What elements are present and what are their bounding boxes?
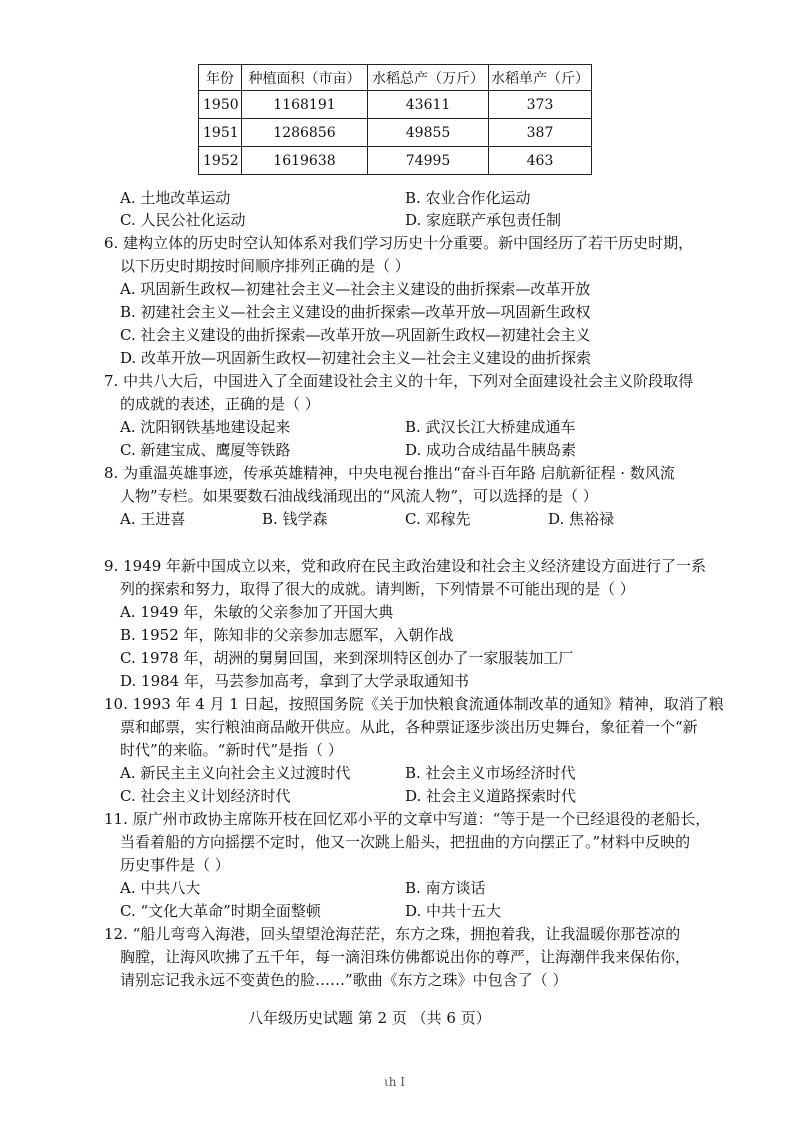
q8-option-a: A. 王进喜: [120, 510, 186, 528]
q11-option-a: A. 中共八大: [120, 879, 201, 897]
q5-option-a: A. 土地改革运动: [120, 189, 231, 207]
header-area: 种植面积（市亩）: [241, 65, 367, 91]
table-row: [199, 91, 592, 119]
q7-option-b: B. 武汉长江大桥建成通车: [405, 418, 576, 436]
table-cell: 1619638: [241, 147, 367, 175]
table-cell: 74995: [368, 147, 489, 175]
q11-stem-line1: 11. 原广州市政协主席陈开枝在回忆邓小平的文章中写道：“等于是一个已经退役的老船长，: [104, 810, 711, 828]
q6-option-c: C. 社会主义建设的曲折探索—改革开放—巩固新生政权—初建社会主义: [120, 326, 591, 344]
table-cell: 43611: [368, 91, 489, 119]
q9-option-d: D. 1984 年，马芸参加高考，拿到了大学录取通知书: [120, 672, 469, 690]
header-total: 水稻总产（万斤）: [368, 65, 489, 91]
q7-stem-line1: 7. 中共八大后，中国进入了全面建设社会主义的十年，下列对全面建设社会主义阶段取得: [104, 372, 694, 390]
q11-option-b: B. 南方谈话: [405, 879, 486, 897]
q7-option-a: A. 沈阳钢铁基地建设起来: [120, 418, 291, 436]
table-cell: 1950: [199, 91, 242, 119]
q9-stem-line1: 9. 1949 年新中国成立以来，党和政府在民主政治建设和社会主义经济建设方面进行了一系: [104, 557, 707, 575]
table-cell: 463: [489, 147, 592, 175]
q7-stem-line2: 的成就的表述，正确的是（ ）: [120, 395, 320, 413]
table-cell: 373: [489, 91, 592, 119]
table-header-row: [199, 65, 592, 91]
q8-option-b: B. 钱学森: [262, 510, 328, 528]
table-cell: 1952: [199, 147, 242, 175]
q6-option-a: A. 巩固新生政权—初建社会主义—社会主义建设的曲折探索—改革开放: [120, 280, 591, 298]
q6-stem-line2: 以下历史时期按时间顺序排列正确的是（ ）: [120, 257, 410, 275]
q10-stem-line2: 票和邮票，实行粮油商品敞开供应。从此，各种票证逐步淡出历史舞台，象征着一个“新: [120, 718, 698, 736]
q10-option-d: D. 社会主义道路探索时代: [405, 787, 577, 805]
table-cell: 1286856: [241, 119, 367, 147]
q6-option-d: D. 改革开放—巩固新生政权—初建社会主义—社会主义建设的曲折探索: [120, 349, 592, 367]
header-yield: 水稻单产（斤）: [489, 65, 592, 91]
q11-option-c: C. “文化大革命”时期全面整顿: [120, 902, 321, 920]
q10-option-c: C. 社会主义计划经济时代: [120, 787, 291, 805]
q9-option-a: A. 1949 年，朱敏的父亲参加了开国大典: [120, 603, 394, 621]
q10-option-a: A. 新民主主义向社会主义过渡时代: [120, 764, 351, 782]
q9-option-c: C. 1978 年，胡洲的舅舅回国，来到深圳特区创办了一家服装加工厂: [120, 649, 574, 667]
q7-option-d: D. 成功合成结晶牛胰岛素: [405, 441, 577, 459]
table-row: [199, 147, 592, 175]
header-year: 年份: [199, 65, 242, 91]
q11-stem-line2: 当看着船的方向摇摆不定时，他又一次跳上船头，把扭曲的方向摆正了。”材料中反映的: [120, 833, 691, 851]
table-row: [199, 119, 592, 147]
q9-option-b: B. 1952 年，陈知非的父亲参加志愿军，入朝作战: [120, 626, 454, 644]
q5-option-d: D. 家庭联产承包责任制: [405, 211, 562, 229]
q12-stem-line3: 请别忘记我永远不变黄色的脸……”歌曲《东方之珠》中包含了（ ）: [120, 971, 568, 989]
q6-option-b: B. 初建社会主义—社会主义建设的曲折探索—改革开放—巩固新生政权: [120, 303, 591, 321]
table-cell: 387: [489, 119, 592, 147]
q5-option-b: B. 农业合作化运动: [405, 189, 531, 207]
q12-stem-line1: 12. “船儿弯弯入海港，回头望望沧海茫茫，东方之珠，拥抱着我，让我温暖你那苍凉的: [104, 925, 681, 943]
table-cell: 49855: [368, 119, 489, 147]
q11-option-d: D. 中共十五大: [405, 902, 502, 920]
q12-stem-line2: 胸膛，让海风吹拂了五千年，每一滴泪珠仿佛都说出你的尊严，让海潮伴我来保佑你，: [120, 948, 691, 966]
q5-option-c: C. 人民公社化运动: [120, 211, 246, 229]
q10-stem-line1: 10. 1993 年 4 月 1 日起，按照国务院《关于加快粮食流通体制改革的通知》精神，取消了粮: [104, 695, 724, 713]
q11-stem-line3: 历史事件是（ ）: [120, 856, 230, 874]
page-footer: 八年级历史试题 第 2 页 （共 6 页）: [248, 1009, 491, 1027]
q9-stem-line2: 列的探索和努力，取得了很大的成就。请判断，下列情景不可能出现的是（ ）: [120, 580, 635, 598]
rice-production-table: [198, 64, 592, 175]
stray-scan-mark: ιh I: [384, 1075, 405, 1089]
q8-stem-line1: 8. 为重温英雄事迹，传承英雄精神，中央电视台推出“奋斗百年路 启航新征程 · 数风流: [104, 464, 675, 482]
q10-stem-line3: 时代”的来临。“新时代”是指（ ）: [120, 741, 343, 759]
q6-stem-line1: 6. 建构立体的历史时空认知体系对我们学习历史十分重要。新中国经历了若干历史时期，: [104, 234, 694, 252]
q7-option-c: C. 新建宝成、鹰厦等铁路: [120, 441, 291, 459]
q8-stem-line2: 人物”专栏。如果要数石油战线涌现出的“风流人物”，可以选择的是（ ）: [120, 487, 598, 505]
table-cell: 1951: [199, 119, 242, 147]
q8-option-c: C. 邓稼先: [405, 510, 471, 528]
q8-option-d: D. 焦裕禄: [548, 510, 615, 528]
table-cell: 1168191: [241, 91, 367, 119]
q10-option-b: B. 社会主义市场经济时代: [405, 764, 576, 782]
